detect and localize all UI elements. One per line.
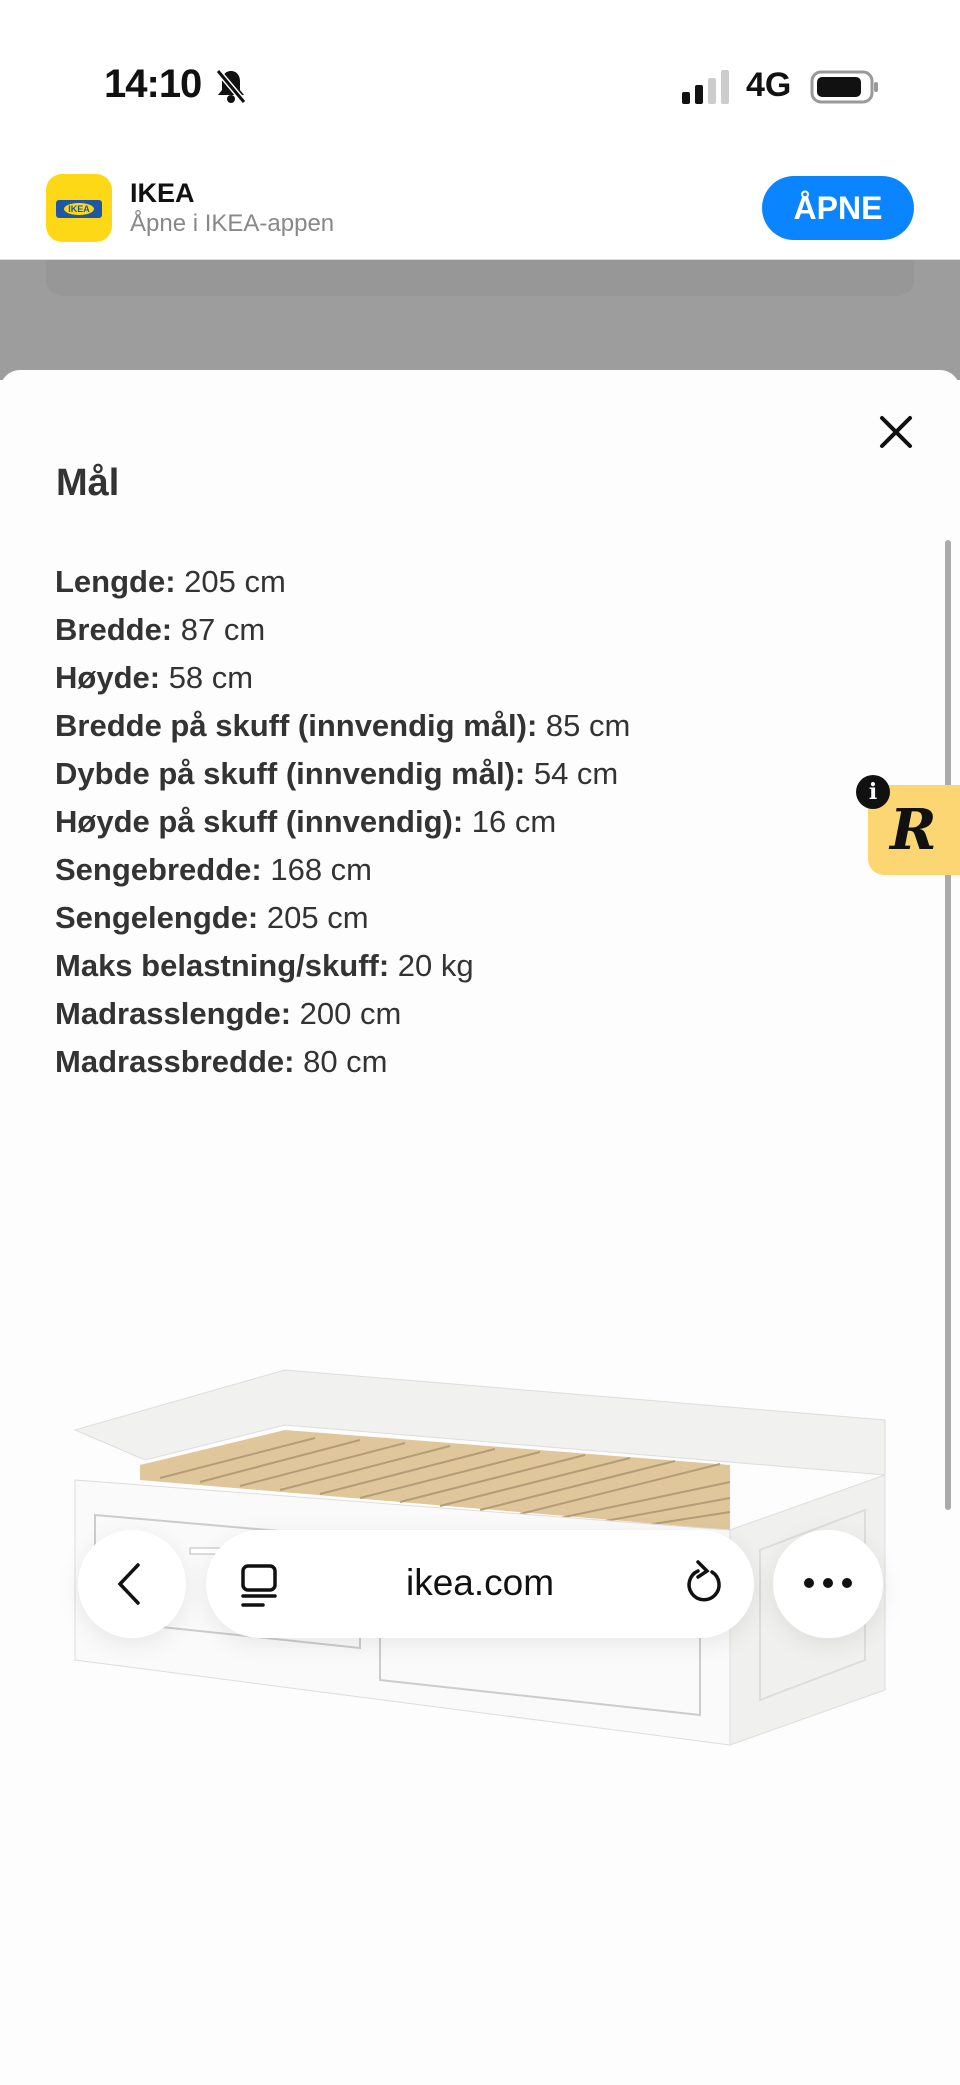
spec-row — [55, 894, 630, 942]
app-banner — [0, 160, 960, 260]
spec-value: 58 cm — [160, 660, 254, 695]
spec-label: Bredde på skuff (innvendig mål): — [55, 708, 538, 743]
clock: 14:10 — [104, 62, 202, 106]
bell-slash-icon — [214, 68, 248, 104]
browser-toolbar — [0, 1530, 960, 1640]
spec-row — [55, 1038, 630, 1086]
spec-label: Bredde: — [55, 612, 173, 647]
spec-label: Høyde på skuff (innvendig): — [55, 804, 464, 839]
network-type: 4G — [746, 66, 792, 104]
scrollbar[interactable] — [945, 540, 951, 1510]
more-button[interactable] — [773, 1530, 883, 1638]
ellipsis-icon — [803, 1576, 853, 1590]
spec-label: Lengde: — [55, 564, 176, 599]
section-heading: Mål — [56, 462, 120, 504]
back-button[interactable] — [78, 1530, 186, 1638]
spec-value: 85 cm — [537, 708, 631, 743]
spec-label: Sengebredde: — [55, 852, 262, 887]
app-subtitle: Åpne i IKEA-appen — [130, 210, 335, 237]
status-bar — [0, 0, 960, 160]
spec-row — [55, 702, 630, 750]
spec-value: 205 cm — [258, 900, 369, 935]
spec-row — [55, 798, 630, 846]
spec-label: Sengelengde: — [55, 900, 259, 935]
spec-label: Høyde: — [55, 660, 161, 695]
spec-value: 20 kg — [389, 948, 474, 983]
spec-value: 168 cm — [261, 852, 372, 887]
spec-row — [55, 990, 630, 1038]
url-text: ikea.com — [405, 1562, 555, 1603]
address-bar[interactable] — [206, 1530, 754, 1638]
app-name: IKEA — [130, 178, 195, 208]
spec-value: 16 cm — [463, 804, 557, 839]
dimensions-sheet — [0, 370, 960, 2085]
spec-row — [55, 750, 630, 798]
open-app-button[interactable]: ÅPNE — [762, 176, 914, 240]
spec-list — [55, 558, 630, 1086]
ikea-app-icon — [46, 174, 112, 242]
reload-icon[interactable] — [682, 1558, 726, 1608]
spec-label: Dybde på skuff (innvendig mål): — [55, 756, 526, 791]
spec-row — [55, 846, 630, 894]
spec-label: Maks belastning/skuff: — [55, 948, 390, 983]
info-icon[interactable]: i — [856, 775, 890, 809]
spec-row — [55, 654, 630, 702]
spec-value: 54 cm — [525, 756, 619, 791]
chevron-left-icon — [114, 1562, 144, 1606]
spec-row — [55, 606, 630, 654]
signal-icon — [680, 70, 732, 104]
r-logo-icon: R — [890, 797, 937, 863]
spec-row — [55, 942, 630, 990]
battery-icon — [810, 70, 880, 104]
close-icon[interactable] — [874, 410, 918, 454]
spec-value: 200 cm — [291, 996, 402, 1031]
spec-value: 87 cm — [172, 612, 266, 647]
spec-value: 205 cm — [175, 564, 286, 599]
spec-label: Madrasslengde: — [55, 996, 292, 1031]
spec-label: Madrassbredde: — [55, 1044, 295, 1079]
spec-row — [55, 558, 630, 606]
ikea-logo: IKEA — [64, 203, 94, 215]
page-overlay — [0, 260, 960, 380]
spec-value: 80 cm — [294, 1044, 388, 1079]
